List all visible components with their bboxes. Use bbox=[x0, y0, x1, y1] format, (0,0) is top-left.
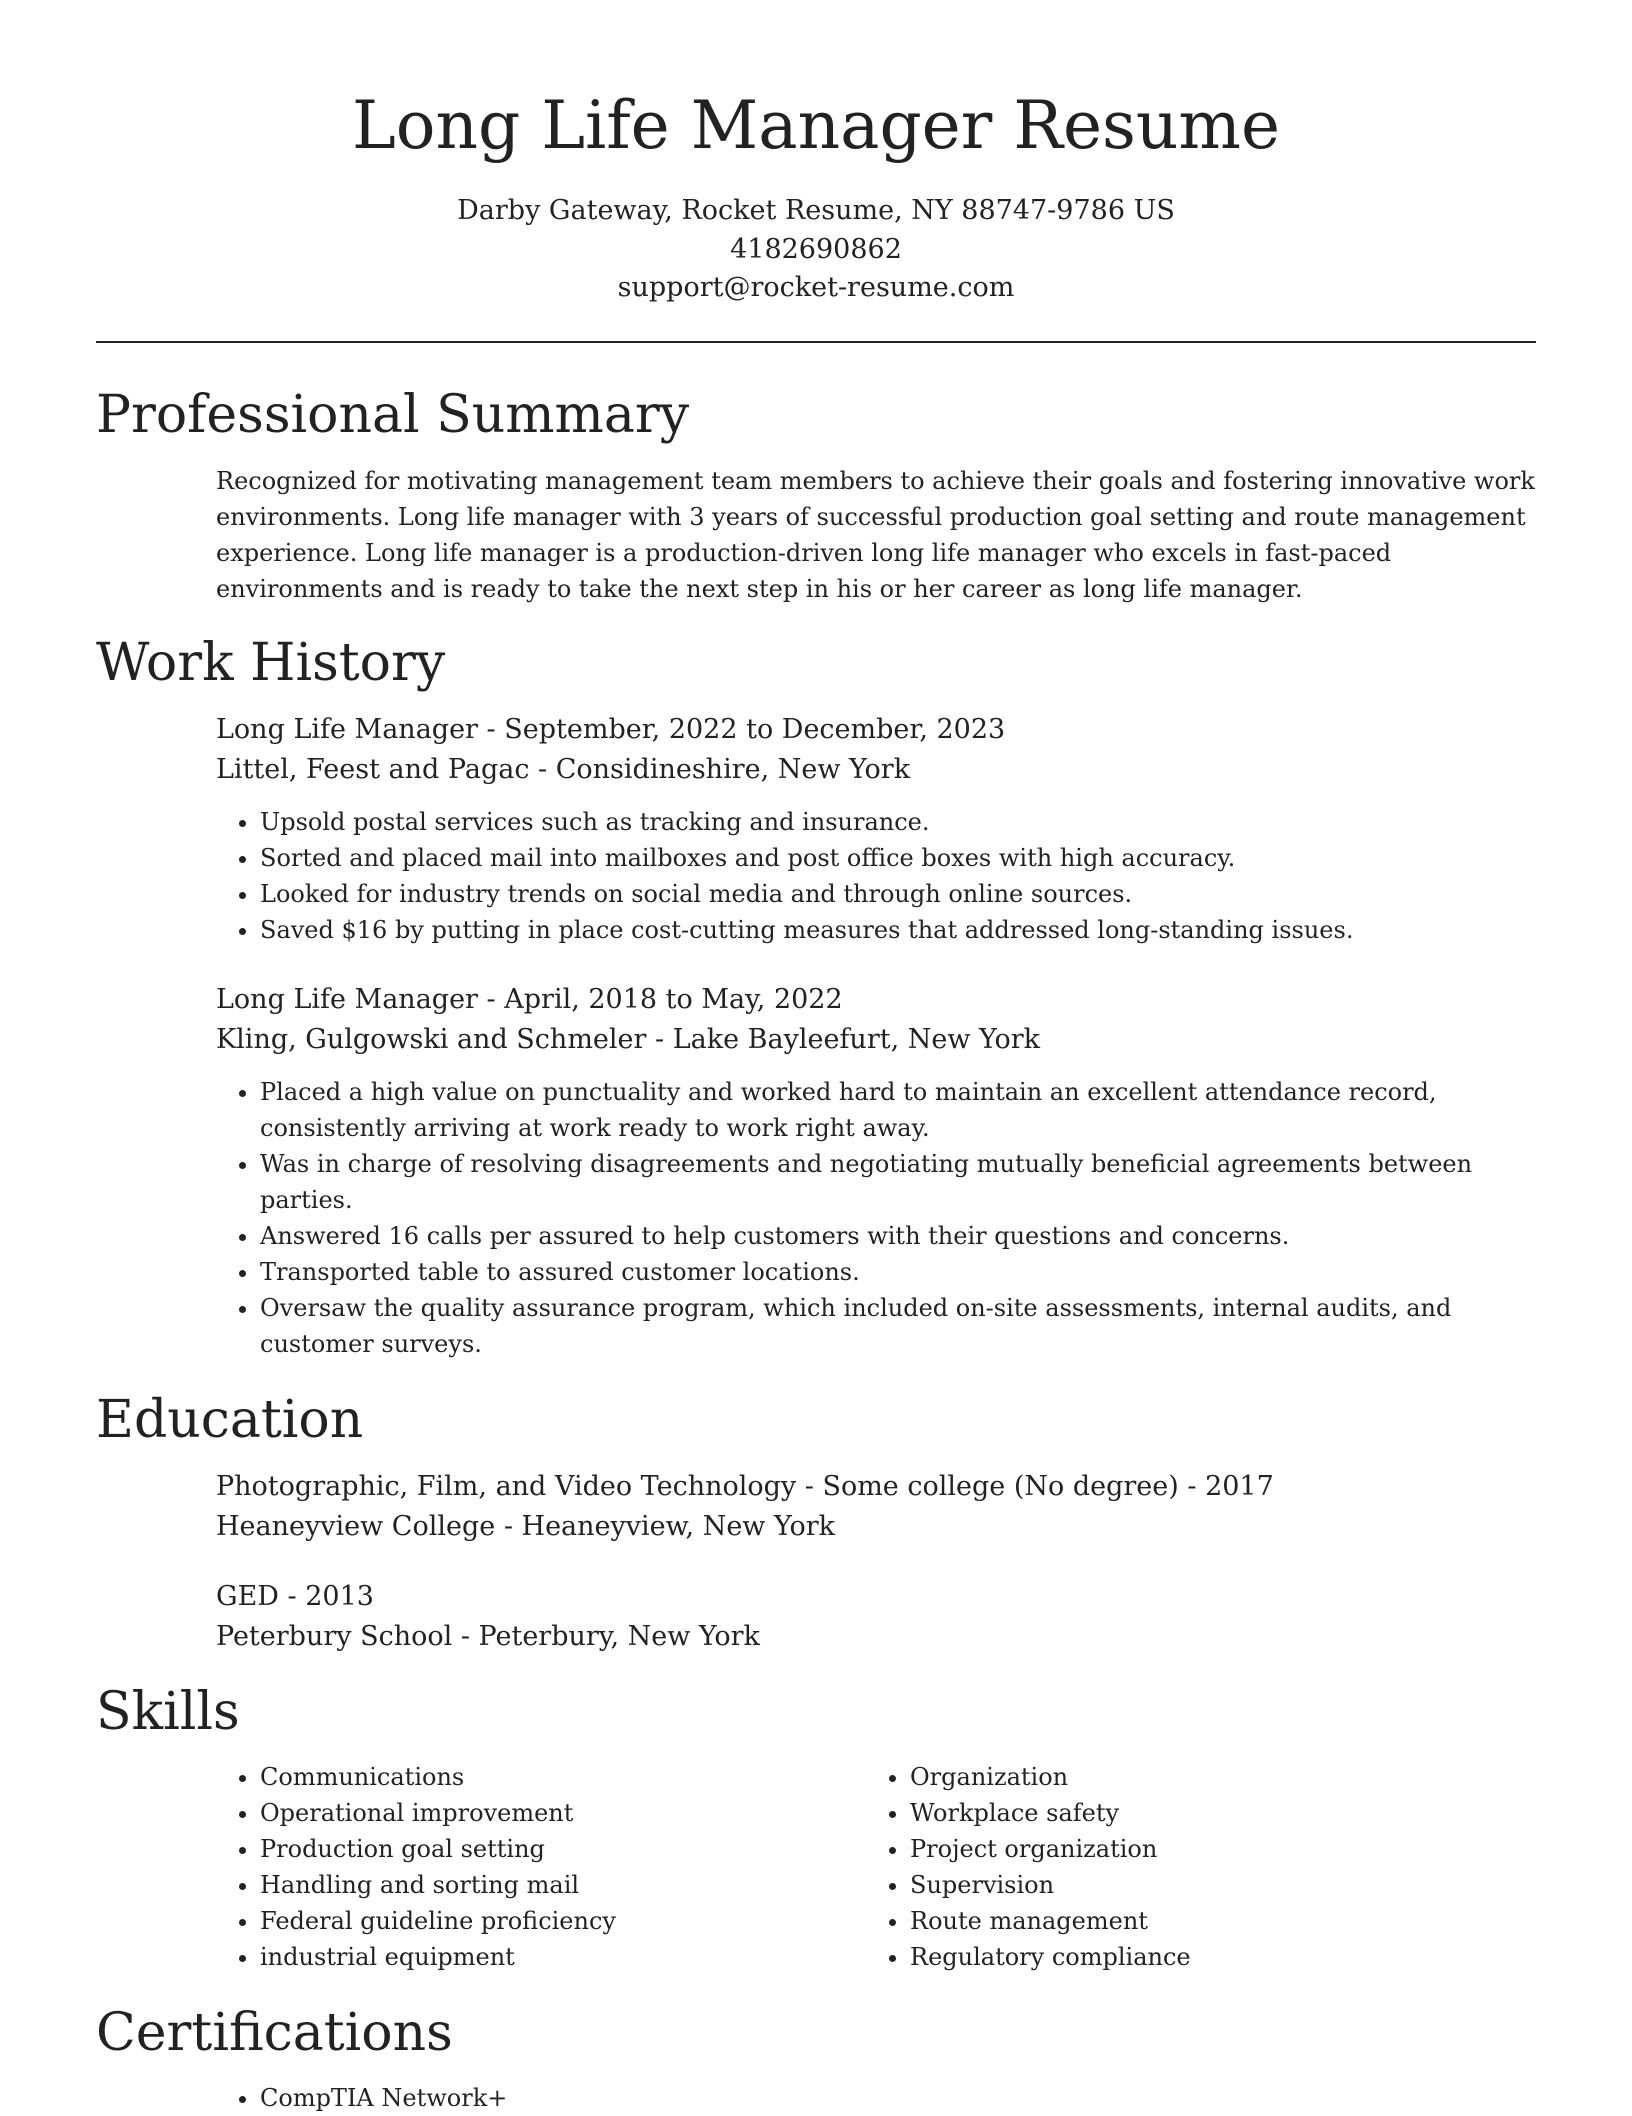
certifications-heading: Certifications bbox=[96, 2003, 453, 2063]
work-history-heading: Work History bbox=[96, 633, 446, 693]
job-1-bullets bbox=[216, 804, 1536, 948]
certifications-list bbox=[216, 2080, 1536, 2116]
job-1-title-line bbox=[216, 710, 1536, 750]
contact-email: support@rocket-resume.com bbox=[617, 272, 1015, 303]
list-item: • Oversaw the quality assurance program, which included on-site assessments, internal audits, and customer surveys. bbox=[260, 1290, 1536, 1362]
job-2-role: Long Life Manager bbox=[216, 984, 478, 1015]
list-item: • Placed a high value on punctuality and worked hard to maintain an excellent attendance record, consistently arriving at work ready to work right away. bbox=[260, 1074, 1536, 1146]
education-1-degree: Photographic, Film, and Video Technology - Some college (No degree) bbox=[216, 1471, 1179, 1502]
education-1-degree-line bbox=[216, 1467, 1536, 1507]
list-item: • Project organization bbox=[910, 1831, 1536, 1867]
education-2-school: Peterbury School bbox=[216, 1621, 453, 1652]
education-2-year: - 2013 bbox=[278, 1581, 374, 1612]
list-item: • Answered 16 calls per assured to help customers with their questions and concerns. bbox=[260, 1218, 1536, 1254]
resume-title: Long Life Manager Resume bbox=[351, 87, 1281, 164]
list-item: • Sorted and placed mail into mailboxes and post office boxes with high accuracy. bbox=[260, 840, 1536, 876]
contact-address: Darby Gateway, Rocket Resume, NY 88747-9786 US bbox=[457, 195, 1175, 226]
list-item: • Supervision bbox=[910, 1867, 1536, 1903]
skills-right-column bbox=[866, 1759, 1536, 1975]
job-2-company-line bbox=[216, 1020, 1536, 1060]
contact-phone: 4182690862 bbox=[730, 234, 902, 265]
header-divider bbox=[96, 341, 1536, 343]
summary-heading: Professional Summary bbox=[96, 385, 690, 445]
list-item: • Operational improvement bbox=[260, 1795, 816, 1831]
job-1-role: Long Life Manager bbox=[216, 714, 478, 745]
list-item: • Transported table to assured customer locations. bbox=[260, 1254, 1536, 1290]
skills-heading: Skills bbox=[96, 1682, 240, 1742]
list-item: • CompTIA Network+ bbox=[260, 2080, 1536, 2116]
education-1-school: Heaneyview College bbox=[216, 1511, 496, 1542]
job-1-company-line bbox=[216, 750, 1536, 790]
job-1-location: - Considineshire, New York bbox=[529, 754, 911, 785]
education-2-location: - Peterbury, New York bbox=[452, 1621, 760, 1652]
list-item: • Upsold postal services such as tracking and insurance. bbox=[260, 804, 1536, 840]
education-1-school-line bbox=[216, 1507, 1536, 1547]
summary-text: Recognized for motivating management team members to achieve their goals and fostering innovative work environments. Long life manager with 3 years of successful production goal setting and route management experience. Long life manager is a production-driven long life manager who excels in fast-paced environments and is ready to take the next step in his or her career as long life manager. bbox=[216, 467, 1535, 603]
education-heading: Education bbox=[96, 1390, 364, 1450]
list-item: • Route management bbox=[910, 1903, 1536, 1939]
education-1-year: - 2017 bbox=[1178, 1471, 1274, 1502]
job-2-title-line bbox=[216, 980, 1536, 1020]
education-2-degree: GED bbox=[216, 1581, 279, 1612]
job-2-company: Kling, Gulgowski and Schmeler bbox=[216, 1024, 647, 1055]
list-item: • Communications bbox=[260, 1759, 816, 1795]
list-item: • Regulatory compliance bbox=[910, 1939, 1536, 1975]
job-2-location: - Lake Bayleefurt, New York bbox=[646, 1024, 1041, 1055]
list-item: • Workplace safety bbox=[910, 1795, 1536, 1831]
skills-left-column bbox=[216, 1759, 816, 1975]
list-item: • Production goal setting bbox=[260, 1831, 816, 1867]
list-item: • Handling and sorting mail bbox=[260, 1867, 816, 1903]
job-1-dates: - September, 2022 to December, 2023 bbox=[477, 714, 1006, 745]
job-1-company: Littel, Feest and Pagac bbox=[216, 754, 530, 785]
job-2-dates: - April, 2018 to May, 2022 bbox=[477, 984, 843, 1015]
education-1-location: - Heaneyview, New York bbox=[495, 1511, 836, 1542]
list-item: • Organization bbox=[910, 1759, 1536, 1795]
list-item: • industrial equipment bbox=[260, 1939, 816, 1975]
education-2-school-line bbox=[216, 1617, 1536, 1657]
list-item: • Federal guideline proficiency bbox=[260, 1903, 816, 1939]
list-item: • Was in charge of resolving disagreements and negotiating mutually beneficial agreements between parties. bbox=[260, 1146, 1536, 1218]
list-item: • Saved $16 by putting in place cost-cutting measures that addressed long-standing issues. bbox=[260, 912, 1536, 948]
education-2-degree-line bbox=[216, 1577, 1536, 1617]
list-item: • Looked for industry trends on social media and through online sources. bbox=[260, 876, 1536, 912]
job-2-bullets bbox=[216, 1074, 1536, 1362]
